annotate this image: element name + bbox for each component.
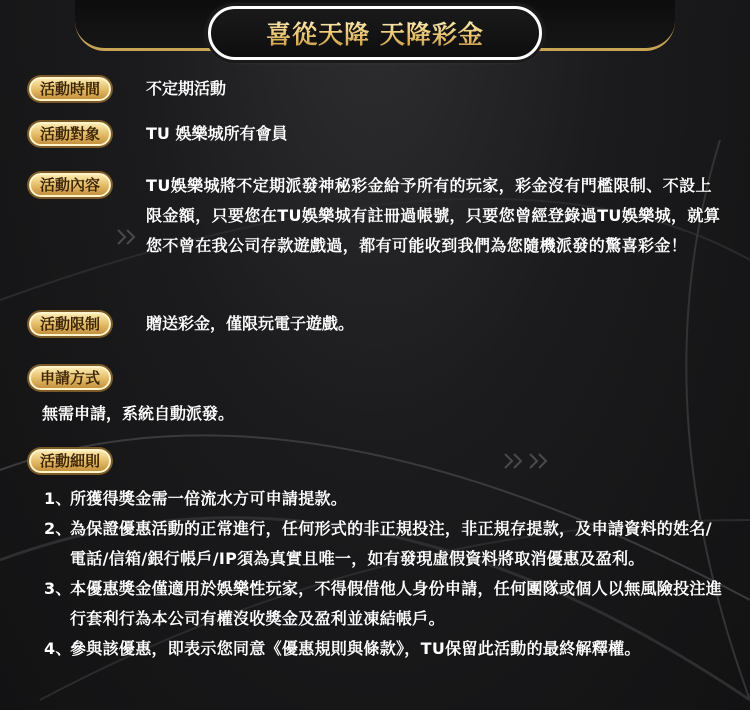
- rule-item: [44, 574, 724, 634]
- rule-number: 1、: [44, 489, 72, 508]
- rule-item: [44, 634, 724, 664]
- chevron-decoration-left: [118, 230, 134, 244]
- badge-activity-time: 活動時間: [29, 77, 111, 101]
- activity-limit-value: 贈送彩金，僅限玩電子遊戲。: [146, 314, 355, 333]
- activity-time-value: 不定期活動: [146, 79, 227, 98]
- badge-activity-target: 活動對象: [29, 122, 111, 146]
- rules-list: [44, 484, 724, 664]
- activity-target-value: TU 娛樂城所有會員: [146, 124, 288, 143]
- rule-item: [44, 514, 724, 574]
- badge-activity-limit: 活動限制: [29, 312, 111, 336]
- rule-number: 4、: [44, 639, 72, 658]
- rule-number: 2、: [44, 519, 72, 538]
- page-title: 喜從天降 天降彩金: [266, 15, 484, 51]
- activity-content-value: TU娛樂城將不定期派發神秘彩金給予所有的玩家，彩金沒有門檻限制、不設上限金額，只要您在TU娛樂城有註冊過帳號，只要您曾經登錄過TU娛樂城，就算您不曾在我公司存款遊戲過，都有可能收到我們為您隨機派發的驚喜彩金！: [146, 176, 721, 255]
- chevron-decoration-right: [505, 454, 546, 468]
- rule-number: 3、: [44, 579, 72, 598]
- badge-activity-rules: 活動細則: [29, 449, 111, 473]
- badge-activity-content: 活動內容: [29, 173, 111, 197]
- rule-text: 為保證優惠活動的正常進行，任何形式的非正規投注，非正規存提款，及申請資料的姓名/電話/信箱/銀行帳戶/IP須為真實且唯一，如有發現虛假資料將取消優惠及盈利。: [70, 519, 712, 568]
- badge-apply-method: 申請方式: [29, 366, 111, 390]
- rule-text: 所獲得獎金需一倍流水方可申請提款。: [70, 489, 348, 508]
- apply-method-value: 無需申請，系統自動派發。: [42, 404, 235, 423]
- rule-text: 本優惠獎金僅適用於娛樂性玩家，不得假借他人身份申請，任何團隊或個人以無風險投注進行套利行為本公司有權沒收獎金及盈利並凍結帳戶。: [70, 579, 723, 628]
- rule-item: [44, 484, 724, 514]
- rule-text: 參與該優惠，即表示您同意《優惠規則與條款》，TU保留此活動的最終解釋權。: [70, 639, 641, 658]
- title-banner: [208, 6, 542, 60]
